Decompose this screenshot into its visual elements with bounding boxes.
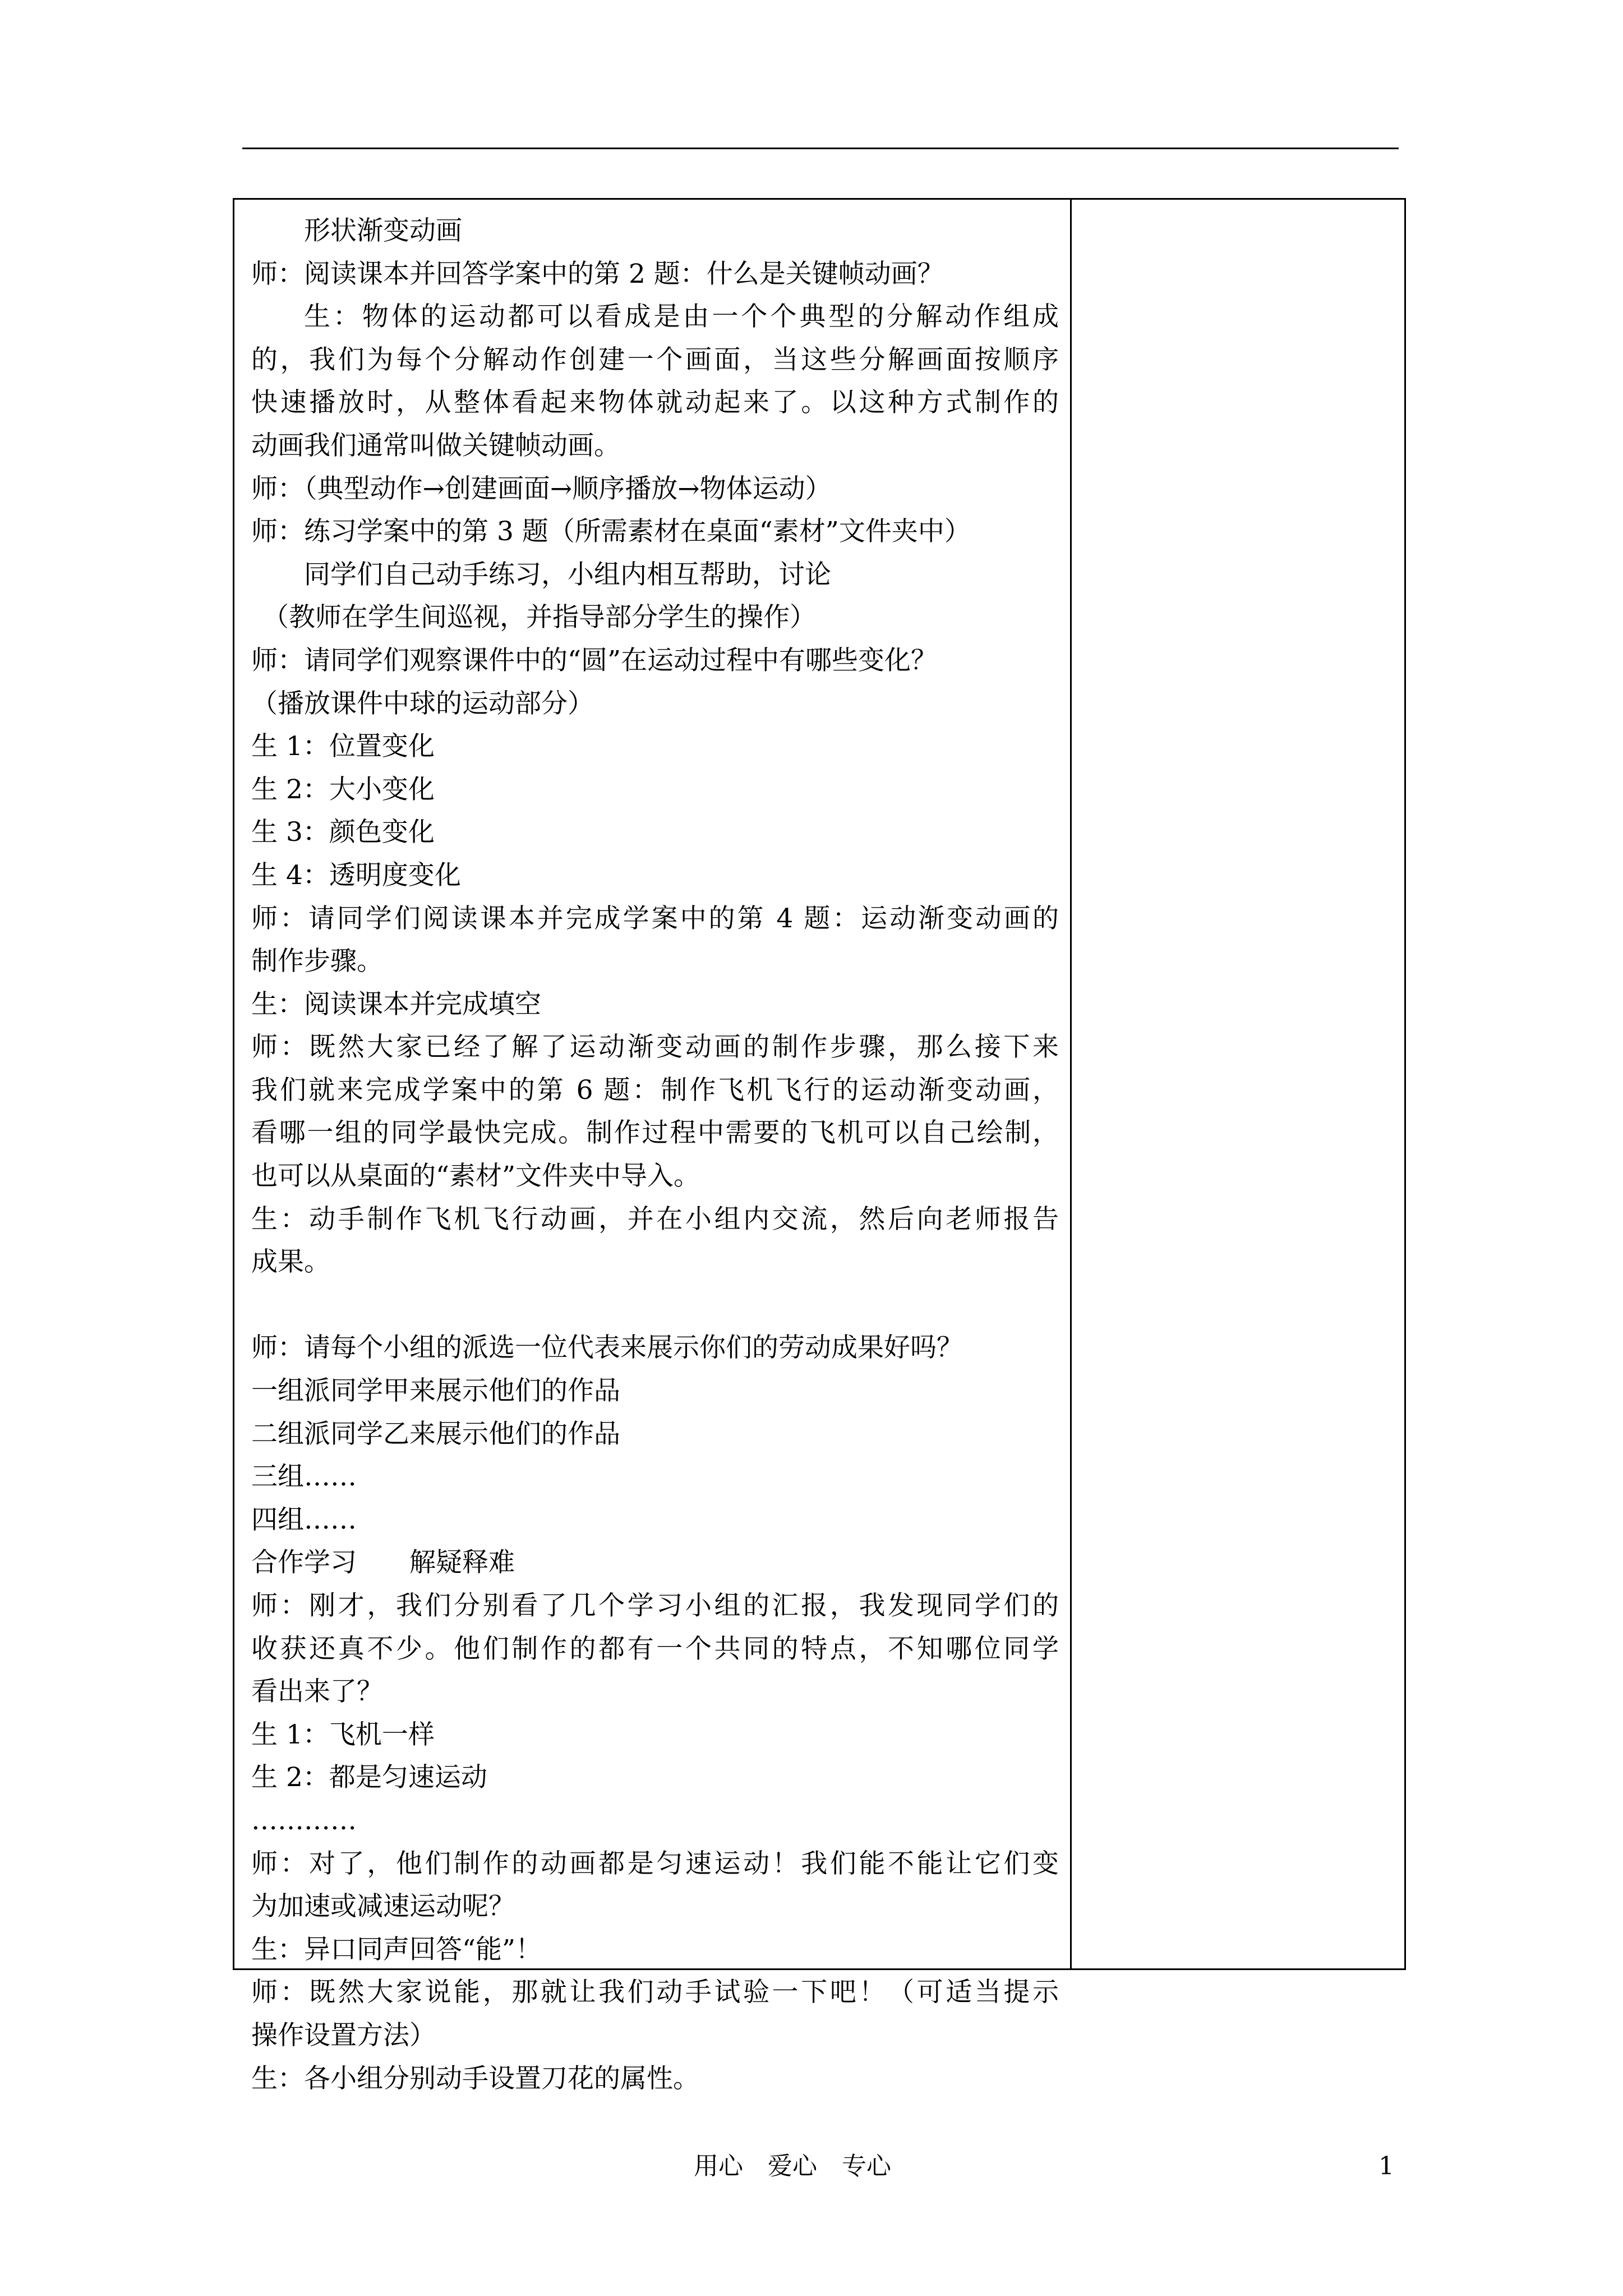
text-line: 生 4：透明度变化 [251,859,461,891]
text-line: 一组派同学甲来展示他们的作品 [251,1375,620,1407]
text-line: 四组…… [251,1504,357,1535]
page-number: 1 [1378,2152,1394,2180]
text-line: 生：异口同声回答“能”！ [251,1934,542,1965]
text-line: 动画我们通常叫做关键帧动画。 [251,430,620,461]
text-line: 生：各小组分别动手设置刀花的属性。 [251,2063,699,2094]
text-line: 师：请每个小组的派选一位代表来展示你们的劳动成果好吗？ [251,1332,963,1364]
text-line: 同学们自己动手练习，小组内相互帮助，讨论 [304,559,831,590]
text-line: 成果。 [251,1246,330,1278]
text-line: 二组派同学乙来展示他们的作品 [251,1418,620,1450]
text-line: 生：阅读课本并完成填空 [251,988,541,1020]
text-line: 师：既然大家已经了解了运动渐变动画的制作步骤，那么接下来 [251,1032,1059,1063]
column-divider [1070,200,1072,1968]
text-line: 生 2：都是匀速运动 [251,1762,487,1793]
text-line: 师：既然大家说能，那就让我们动手试验一下吧！（可适当提示 [251,1977,1059,2008]
text-line: 生：动手制作飞机飞行动画，并在小组内交流，然后向老师报告 [251,1203,1059,1235]
lesson-content-cell [251,210,1059,2100]
text-line: ………… [251,1805,357,1836]
text-line: 快速播放时，从整体看起来物体就动起来了。以这种方式制作的 [251,387,1059,418]
text-line: 看出来了？ [251,1676,383,1708]
text-line: 形状渐变动画 [304,215,462,246]
blank-line [251,1284,1059,1327]
text-line: （播放课件中球的运动部分） [251,688,594,719]
text-line: 师：（典型动作→创建画面→顺序播放→物体运动） [251,473,832,504]
text-line: 制作步骤。 [251,946,383,977]
text-line: 收获还真不少。他们制作的都有一个共同的特点，不知哪位同学 [251,1633,1059,1664]
text-line: 三组…… [251,1461,357,1493]
text-line: 师：请同学们阅读课本并完成学案中的第 4 题：运动渐变动画的 [251,903,1059,934]
footer-motto: 用心 爱心 专心 [694,2152,891,2180]
text-line: 生 1：位置变化 [251,731,435,762]
text-line: （教师在学生间巡视，并指导部分学生的操作） [262,602,816,633]
header-rule [242,148,1399,149]
lesson-table [233,198,1406,2094]
text-line: 生：物体的运动都可以看成是由一个个典型的分解动作组成 [304,301,1059,333]
text-line: 师：阅读课本并回答学案中的第 2 题：什么是关键帧动画？ [251,258,944,289]
text-line: 看哪一组的同学最快完成。制作过程中需要的飞机可以自己绘制， [251,1117,1059,1149]
text-line: 师：练习学案中的第 3 题（所需素材在桌面“素材”文件夹中） [251,516,971,547]
text-line: 操作设置方法） [251,2019,436,2051]
text-line: 生 1：飞机一样 [251,1719,435,1750]
text-line: 师：请同学们观察课件中的“圆”在运动过程中有哪些变化？ [251,645,938,676]
text-line: 生 2：大小变化 [251,774,435,805]
text-line: 也可以从桌面的“素材”文件夹中导入。 [251,1161,700,1192]
text-line: 师：刚才，我们分别看了几个学习小组的汇报，我发现同学们的 [251,1590,1059,1621]
text-line: 为加速或减速运动呢？ [251,1891,515,1922]
text-line: 我们就来完成学案中的第 6 题：制作飞机飞行的运动渐变动画， [251,1074,1059,1106]
text-line: 合作学习 解疑释难 [251,1547,515,1579]
text-line: 师：对了，他们制作的动画都是匀速运动！我们能不能让它们变 [251,1848,1059,1879]
text-line: 生 3：颜色变化 [251,817,435,848]
text-line: 的，我们为每个分解动作创建一个画面，当这些分解画面按顺序 [251,344,1059,375]
